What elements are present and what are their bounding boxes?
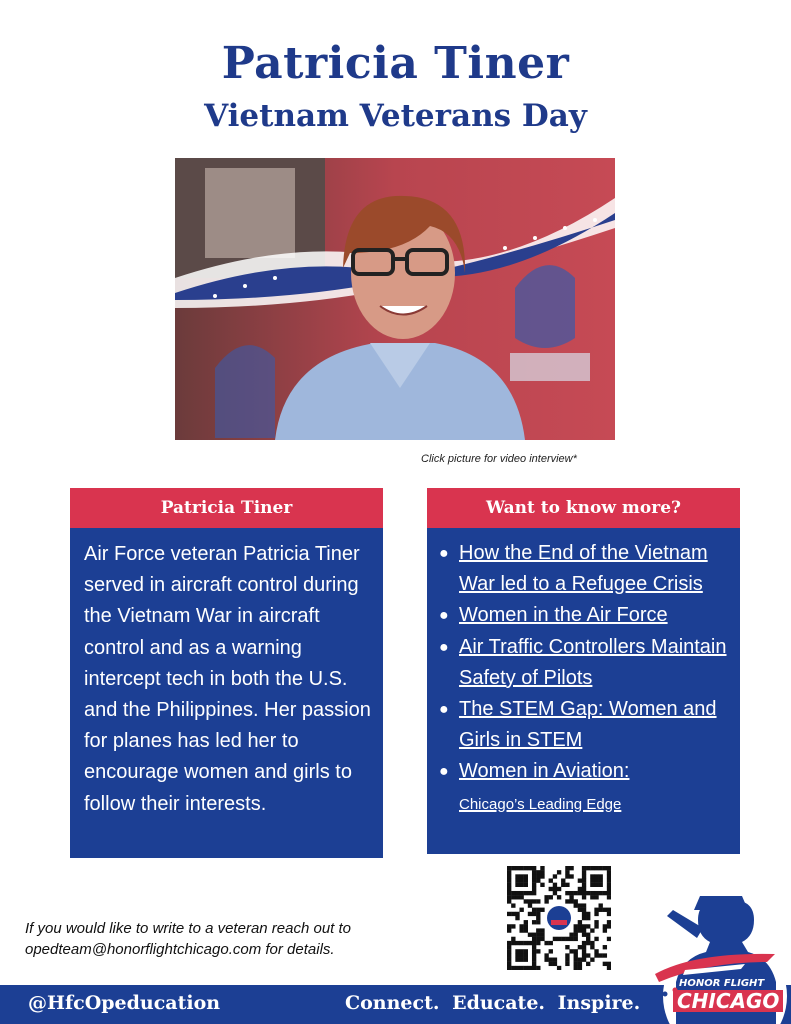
photo-caption: Click picture for video interview* [421, 453, 577, 465]
bullet-icon: ● [439, 701, 449, 719]
qr-code-icon [507, 866, 611, 970]
portrait-image [175, 158, 615, 440]
tagline: Connect. Educate. Inspire. [345, 992, 641, 1014]
bio-panel [70, 488, 383, 858]
link-women-aviation-main: Women in Aviation: [459, 760, 630, 783]
list-item [439, 756, 732, 819]
list-item [439, 694, 732, 756]
bio-header: Patricia Tiner [70, 488, 383, 528]
contact-email: opedteam@honorflightchicago.com for details. [25, 941, 335, 958]
more-links-list [427, 528, 740, 820]
bio-text: Air Force veteran Patricia Tiner served in aircraft control during the Vietnam War in aircraft control and as a warning intercept tech in both the U.S. and the Philippines. Her passion for planes has led her to encourage women and girls to follow their interests. [84, 543, 371, 815]
bullet-icon: ● [439, 763, 449, 781]
logo-text-honor-flight: HONOR FLIGHT [679, 978, 765, 989]
page-subtitle: Vietnam Veterans Day [204, 98, 587, 134]
list-item [439, 632, 732, 694]
link-refugee-crisis[interactable]: How the End of the Vietnam War led to a Refugee Crisis [459, 542, 708, 596]
list-item [439, 600, 732, 631]
link-women-air-force[interactable]: Women in the Air Force [459, 604, 668, 627]
page-title: Patricia Tiner [221, 38, 570, 89]
more-panel [427, 488, 740, 854]
social-handle[interactable]: @HfcOpeducation [28, 992, 221, 1014]
contact-line-1: If you would like to write to a veteran reach out to [25, 920, 352, 937]
link-women-aviation-sub: Chicago’s Leading Edge [459, 795, 622, 813]
more-header: Want to know more? [427, 488, 740, 528]
bullet-icon: ● [439, 638, 449, 656]
contact-note [25, 918, 445, 960]
link-air-traffic-controllers[interactable]: Air Traffic Controllers Maintain Safety of Pilots [459, 635, 727, 689]
bullet-icon: ● [439, 607, 449, 625]
link-stem-gap[interactable]: The STEM Gap: Women and Girls in STEM [459, 698, 717, 752]
qr-code[interactable] [507, 866, 611, 970]
list-item [439, 538, 732, 600]
logo-text-chicago: CHICAGO [673, 990, 783, 1012]
link-women-aviation[interactable] [459, 760, 629, 813]
bullet-icon: ● [439, 545, 449, 562]
video-interview-photo[interactable] [175, 158, 615, 440]
honor-flight-logo [645, 878, 791, 1024]
